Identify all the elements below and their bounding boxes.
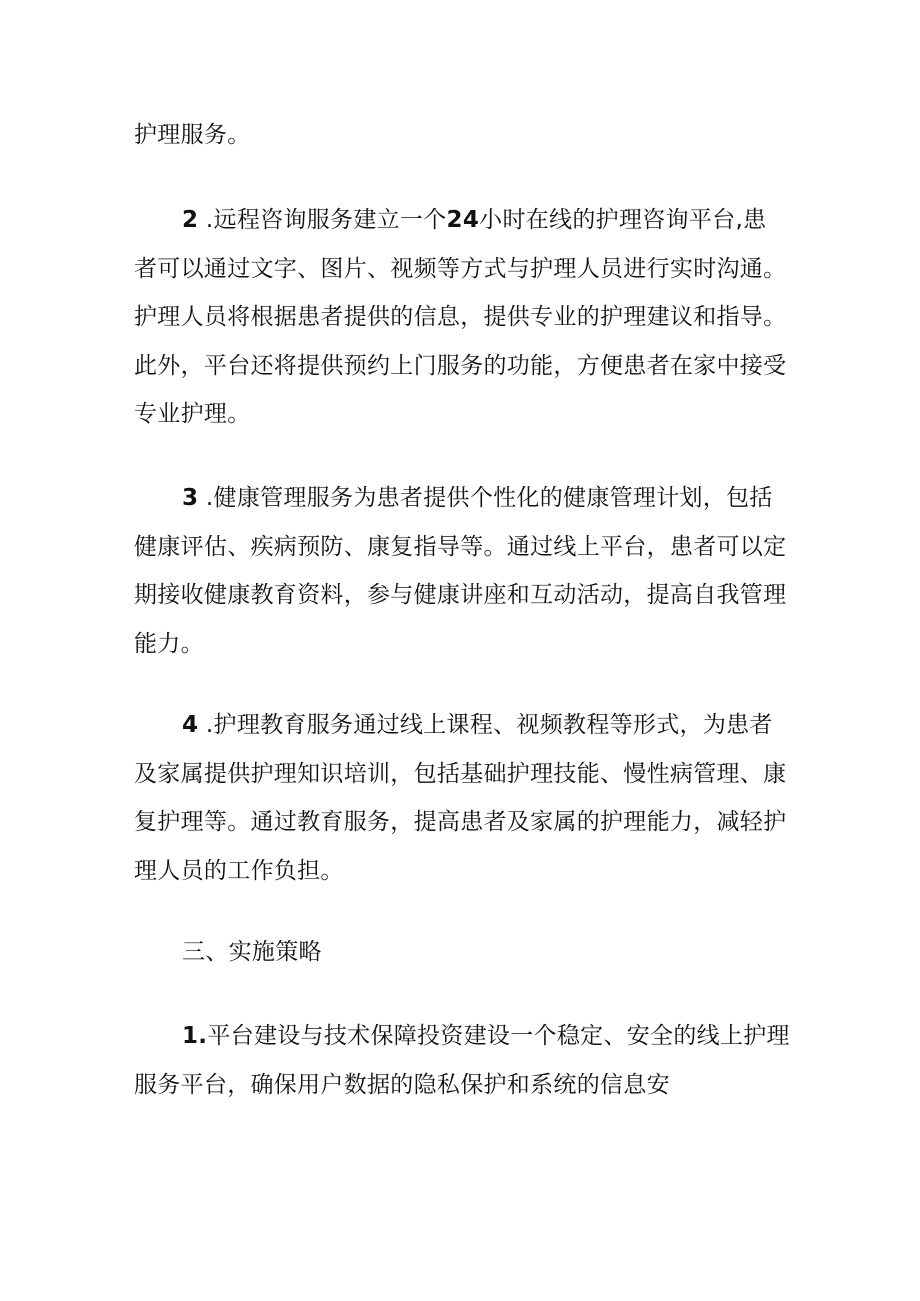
text-line: 期接收健康教育资料，参与健康讲座和互动活动，提高自我管理 [134,582,787,608]
section-heading [134,928,786,977]
text-line: 护理人员将根据患者提供的信息，提供专业的护理建议和指导。 [134,304,787,330]
text-line: 健康评估、疾病预防、康复指导等。通过线上平台，患者可以定 [134,533,787,560]
text-line: 理人员的工作负担。 [134,857,344,884]
text-line: 及家属提供护理知识培训，包括基础护理技能、慢性病管理、康 [134,760,787,787]
heading-text: 三、实施策略 [182,939,322,965]
item-number: 2 [182,207,199,233]
text-line: 者可以通过文字、图片、视频等方式与护理人员进行实时沟通。 [134,255,787,282]
text-line: 护理服务。 [134,122,251,148]
text-line [134,474,786,523]
paragraph-item-3 [134,474,786,668]
text-line: 能力。 [134,630,204,657]
item-number: 1. [182,1023,208,1049]
text-line: 此外，平台还将提供预约上门服务的功能，方便患者在家中接受 [134,352,787,379]
text-line [134,701,786,750]
text-fragment: 小时在线的护理咨询平台,患 [479,207,767,233]
text-bold-number: 24 [446,207,480,233]
paragraph-strategy-1 [134,1012,790,1109]
item-number: 4 [182,712,199,738]
text-line: 专业护理。 [134,401,251,427]
text-fragment: .护理教育服务通过线上课程、视频教程等形式，为患者 [198,712,773,738]
text-line [134,1012,790,1061]
text-line [134,196,786,245]
text-fragment: .健康管理服务为患者提供个性化的健康管理计划，包括 [198,485,773,511]
text-line: 服务平台，确保用户数据的隐私保护和系统的信息安 [134,1071,670,1098]
paragraph-item-4 [134,701,786,895]
paragraph-continuation [134,111,786,160]
text-line: 复护理等。通过教育服务，提高患者及家属的护理能力，减轻护 [134,809,787,835]
text-fragment: .远程咨询服务建立一个 [198,207,447,233]
text-fragment: 平台建设与技术保障投资建设一个稳定、安全的线上护理 [207,1023,790,1049]
item-number: 3 [182,485,199,511]
paragraph-item-2 [134,196,786,439]
